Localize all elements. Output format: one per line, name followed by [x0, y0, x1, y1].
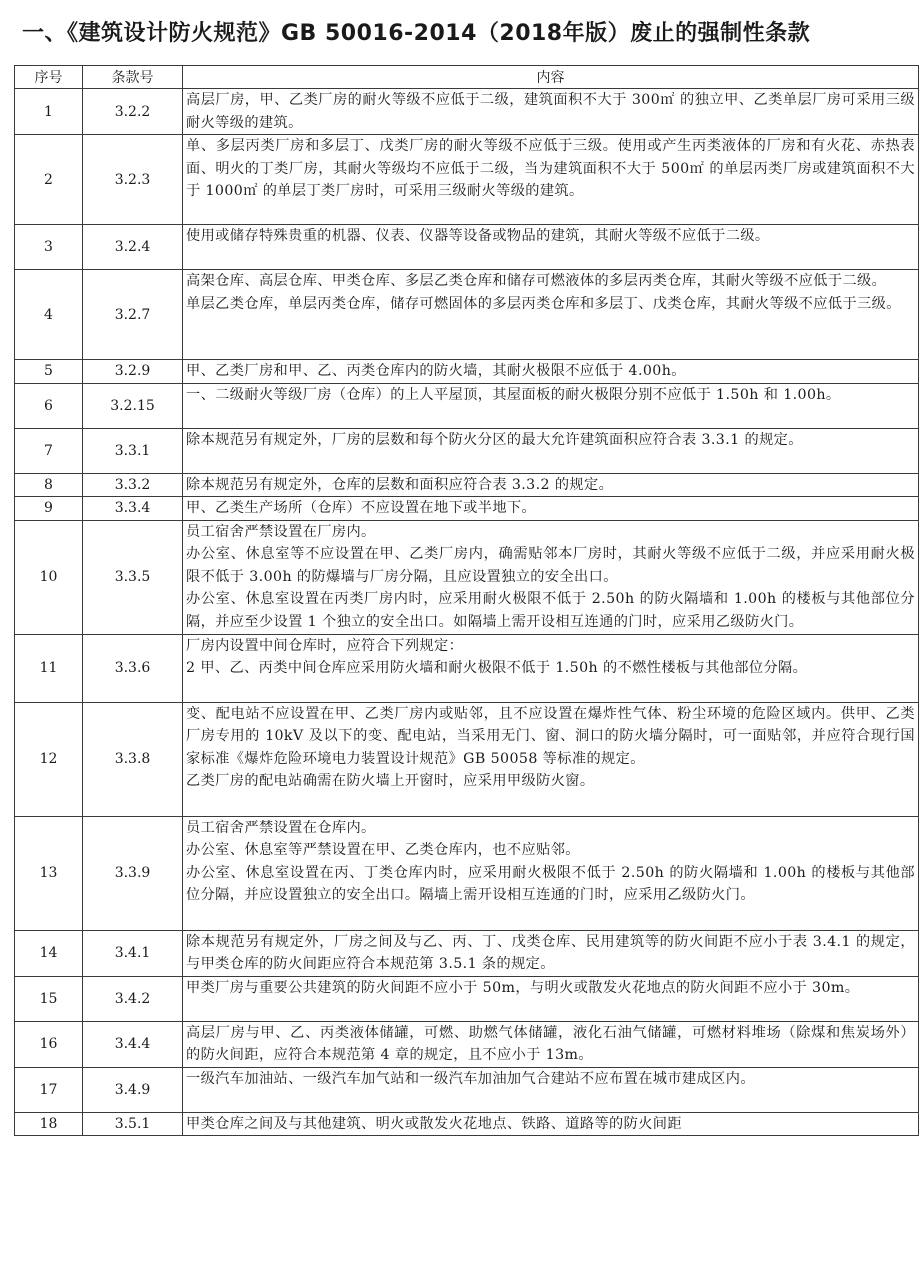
content-paragraph: 高架仓库、高层仓库、甲类仓库、多层乙类仓库和储存可燃液体的多层丙类仓库，其耐火等级不应低于二级。 — [186, 273, 887, 289]
content-paragraph: 办公室、休息室设置在丙类厂房内时，应采用耐火极限不低于 2.50h 的防火隔墙和 1.00h 的楼板与其他部位分隔，并应至少设置 1 个独立的安全出口。如隔墙上需开设相互连通的门时，应采用乙级防火门。 — [186, 591, 915, 630]
content-cell — [183, 816, 919, 930]
clause-number-cell: 3.2.3 — [83, 135, 183, 225]
content-paragraph: 高层厂房，甲、乙类厂房的耐火等级不应低于二级，建筑面积不大于 300㎡ 的独立甲、乙类单层厂房可采用三级耐火等级的建筑。 — [186, 92, 915, 131]
serial-number-cell: 4 — [15, 270, 83, 360]
table-row — [15, 634, 919, 702]
table-row — [15, 360, 919, 384]
content-cell — [183, 520, 919, 634]
table-row — [15, 1067, 919, 1112]
content-cell — [183, 1112, 919, 1136]
content-paragraph: 员工宿舍严禁设置在厂房内。 — [186, 523, 376, 540]
content-cell — [183, 383, 919, 428]
table-row — [15, 135, 919, 225]
table-row — [15, 520, 919, 634]
clause-number-cell: 3.2.4 — [83, 225, 183, 270]
header-clause-number: 条款号 — [83, 66, 183, 89]
serial-number-cell: 13 — [15, 816, 83, 930]
table-row — [15, 225, 919, 270]
content-paragraph: 甲类仓库之间及与其他建筑、明火或散发火花地点、铁路、道路等的防火间距 — [186, 1115, 682, 1132]
content-paragraph: 2 甲、乙、丙类中间仓库应采用防火墙和耐火极限不低于 1.50h 的不燃性楼板与其他部位分隔。 — [186, 660, 808, 676]
clause-number-cell: 3.4.2 — [83, 976, 183, 1021]
clause-number-cell: 3.4.1 — [83, 930, 183, 976]
content-cell — [183, 89, 919, 135]
serial-number-cell: 10 — [15, 520, 83, 634]
content-cell — [183, 360, 919, 384]
serial-number-cell: 3 — [15, 225, 83, 270]
serial-number-cell: 9 — [15, 497, 83, 521]
serial-number-cell: 12 — [15, 702, 83, 816]
serial-number-cell: 17 — [15, 1067, 83, 1112]
content-paragraph: 甲、乙类生产场所（仓库）不应设置在地下或半地下。 — [186, 500, 537, 516]
serial-number-cell: 1 — [15, 89, 83, 135]
serial-number-cell: 16 — [15, 1021, 83, 1067]
content-cell — [183, 1021, 919, 1067]
content-paragraph: 除本规范另有规定外，厂房的层数和每个防火分区的最大允许建筑面积应符合表 3.3.1 的规定。 — [186, 431, 803, 448]
content-paragraph: 员工宿舍严禁设置在仓库内。 — [186, 819, 376, 836]
content-cell — [183, 976, 919, 1021]
serial-number-cell: 14 — [15, 930, 83, 976]
content-paragraph: 乙类厂房的配电站确需在防火墙上开窗时，应采用甲级防火窗。 — [186, 773, 595, 789]
content-paragraph: 甲、乙类厂房和甲、乙、丙类仓库内的防火墙，其耐火极限不应低于 4.00h。 — [186, 363, 686, 379]
content-paragraph: 厂房内设置中间仓库时，应符合下列规定： — [186, 637, 464, 654]
table-row — [15, 383, 919, 428]
serial-number-cell: 6 — [15, 383, 83, 428]
content-paragraph: 办公室、休息室等不应设置在甲、乙类厂房内，确需贴邻本厂房时，其耐火等级不应低于二级，并应采用耐火极限不低于 3.00h 的防爆墙与厂房分隔，且应设置独立的安全出口。 — [186, 546, 915, 585]
content-paragraph: 甲类厂房与重要公共建筑的防火间距不应小于 50m，与明火或散发火花地点的防火间距不应小于 30m。 — [186, 979, 860, 996]
serial-number-cell: 8 — [15, 473, 83, 497]
serial-number-cell: 5 — [15, 360, 83, 384]
content-cell — [183, 135, 919, 225]
serial-number-cell: 2 — [15, 135, 83, 225]
content-paragraph: 变、配电站不应设置在甲、乙类厂房内或贴邻，且不应设置在爆炸性气体、粉尘环境的危险区域内。供甲、乙类厂房专用的 10kV 及以下的变、配电站，当采用无门、窗、洞口的防火墙分隔时，可一面贴邻，并应符合现行国家标准《爆炸危险环境电力装置设计规范》GB 50058 等标准的规定。 — [186, 705, 915, 767]
table-row — [15, 270, 919, 360]
serial-number-cell: 15 — [15, 976, 83, 1021]
content-paragraph: 高层厂房与甲、乙、丙类液体储罐，可燃、助燃气体储罐，液化石油气储罐，可燃材料堆场（除煤和焦炭场外）的防火间距，应符合本规范第 4 章的规定，且不应小于 13m。 — [186, 1024, 915, 1063]
table-row — [15, 816, 919, 930]
content-cell — [183, 497, 919, 521]
content-paragraph: 单层乙类仓库，单层丙类仓库，储存可燃固体的多层丙类仓库和多层丁、戊类仓库，其耐火等级不应低于三级。 — [186, 295, 901, 312]
clause-number-cell: 3.3.1 — [83, 428, 183, 473]
clause-number-cell: 3.3.4 — [83, 497, 183, 521]
clause-number-cell: 3.4.9 — [83, 1067, 183, 1112]
table-row — [15, 930, 919, 976]
serial-number-cell: 18 — [15, 1112, 83, 1136]
content-cell — [183, 930, 919, 976]
abolished-clauses-table — [14, 65, 919, 1136]
content-cell — [183, 270, 919, 360]
serial-number-cell: 7 — [15, 428, 83, 473]
content-paragraph: 办公室、休息室设置在丙、丁类仓库内时，应采用耐火极限不低于 2.50h 的防火隔墙和 1.00h 的楼板与其他部位分隔，并应设置独立的安全出口。隔墙上需开设相互连通的门时，应采用乙级防火门。 — [186, 864, 915, 903]
table-row — [15, 497, 919, 521]
clause-number-cell: 3.3.5 — [83, 520, 183, 634]
content-cell — [183, 1067, 919, 1112]
table-row — [15, 702, 919, 816]
table-row — [15, 89, 919, 135]
table-row — [15, 428, 919, 473]
document-title: 一、《建筑设计防火规范》GB 50016-2014（2018年版）废止的强制性条款 — [22, 21, 811, 46]
clause-number-cell: 3.3.6 — [83, 634, 183, 702]
clause-number-cell: 3.5.1 — [83, 1112, 183, 1136]
table-row — [15, 1021, 919, 1067]
content-paragraph: 办公室、休息室等严禁设置在甲、乙类仓库内，也不应贴邻。 — [186, 842, 580, 858]
content-cell — [183, 702, 919, 816]
content-paragraph: 使用或储存特殊贵重的机器、仪表、仪器等设备或物品的建筑，其耐火等级不应低于二级。 — [186, 228, 770, 244]
content-cell — [183, 634, 919, 702]
clause-number-cell: 3.3.8 — [83, 702, 183, 816]
content-paragraph: 单、多层丙类厂房和多层丁、戊类厂房的耐火等级不应低于三级。使用或产生丙类液体的厂房和有火花、赤热表面、明火的丁类厂房，其耐火等级均不应低于二级，当为建筑面积不大于 500㎡ 的单层丙类厂房或建筑面积不大于 1000㎡ 的单层丁类厂房时，可采用三级耐火等级的建筑。 — [186, 138, 915, 199]
content-cell — [183, 225, 919, 270]
content-paragraph: 一、二级耐火等级厂房（仓库）的上人平屋顶，其屋面板的耐火极限分别不应低于 1.50h 和 1.00h。 — [186, 386, 841, 403]
table-row — [15, 976, 919, 1021]
content-paragraph: 除本规范另有规定外，仓库的层数和面积应符合表 3.3.2 的规定。 — [186, 476, 614, 493]
table-header-row — [15, 66, 919, 89]
content-paragraph: 一级汽车加油站、一级汽车加气站和一级汽车加油加气合建站不应布置在城市建成区内。 — [186, 1070, 755, 1087]
table-row — [15, 473, 919, 497]
content-paragraph: 除本规范另有规定外，厂房之间及与乙、丙、丁、戊类仓库、民用建筑等的防火间距不应小于表 3.4.1 的规定，与甲类仓库的防火间距应符合本规范第 3.5.1 条的规定。 — [186, 933, 915, 972]
table-row — [15, 1112, 919, 1136]
clause-number-cell: 3.2.7 — [83, 270, 183, 360]
header-content: 内容 — [183, 66, 919, 89]
clause-number-cell: 3.2.9 — [83, 360, 183, 384]
header-serial-number: 序号 — [15, 66, 83, 89]
content-cell — [183, 428, 919, 473]
clause-number-cell: 3.4.4 — [83, 1021, 183, 1067]
serial-number-cell: 11 — [15, 634, 83, 702]
clause-number-cell: 3.3.2 — [83, 473, 183, 497]
clause-number-cell: 3.2.15 — [83, 383, 183, 428]
clause-number-cell: 3.2.2 — [83, 89, 183, 135]
content-cell — [183, 473, 919, 497]
clause-number-cell: 3.3.9 — [83, 816, 183, 930]
